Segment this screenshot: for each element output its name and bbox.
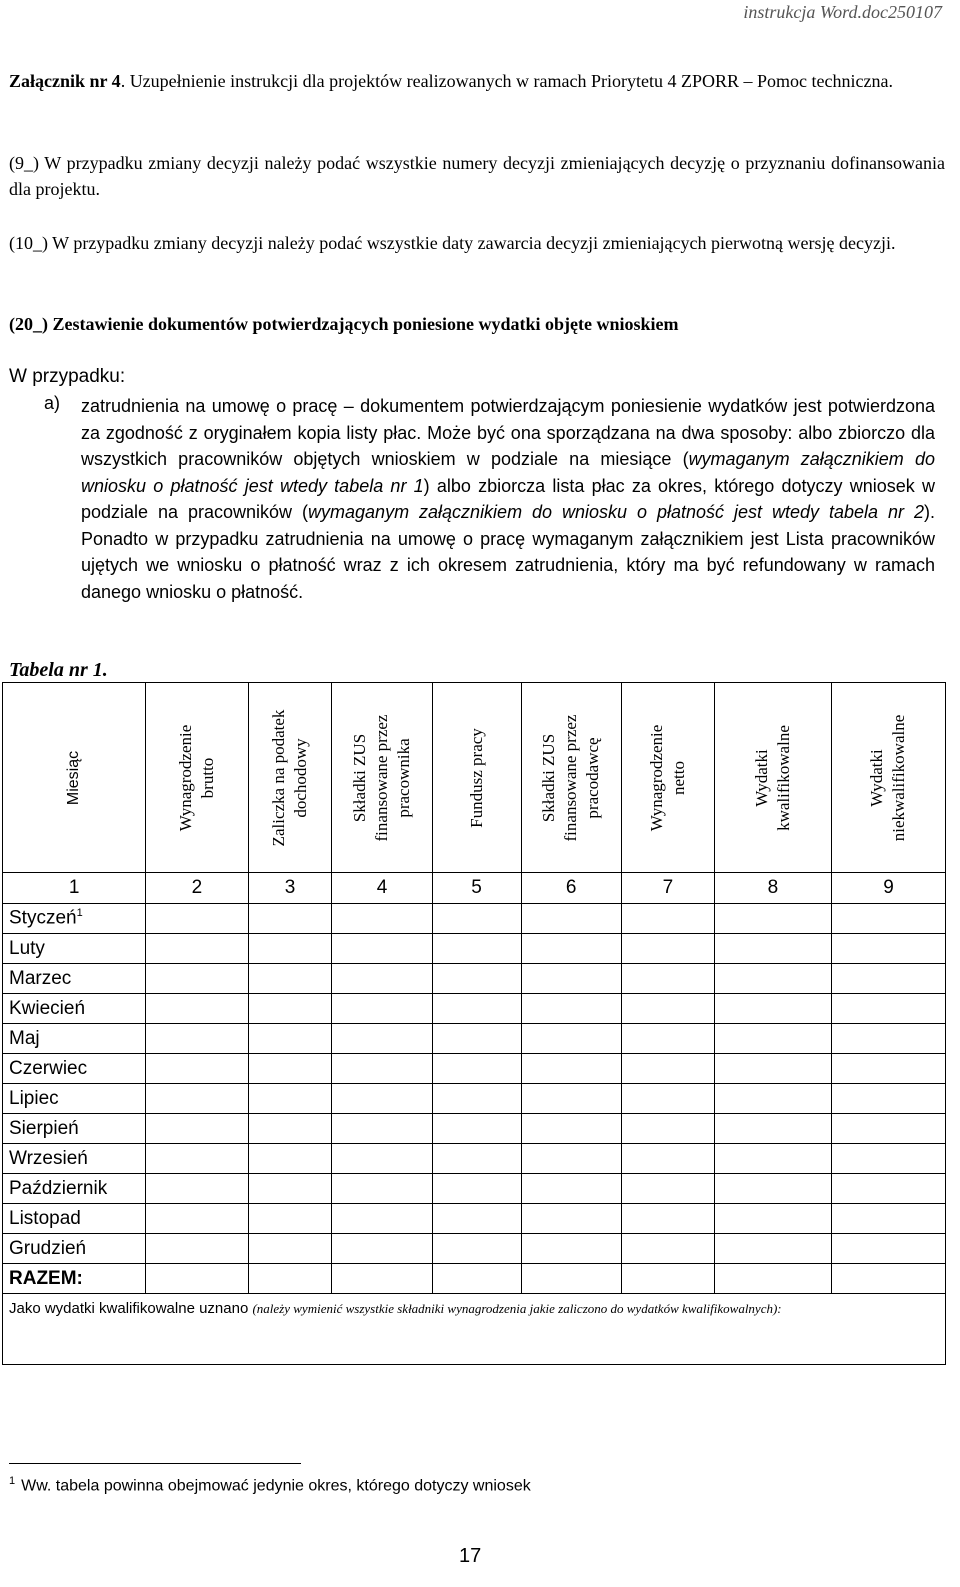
header-cell-ineligible [831, 683, 945, 873]
data-cell[interactable] [146, 1144, 248, 1174]
total-cell[interactable] [621, 1264, 714, 1294]
data-cell[interactable] [621, 1054, 714, 1084]
data-cell[interactable] [621, 1204, 714, 1234]
month-name: Listopad [3, 1204, 146, 1234]
data-cell[interactable] [248, 1084, 332, 1114]
data-cell[interactable] [714, 1084, 831, 1114]
total-cell[interactable] [332, 1264, 432, 1294]
data-cell[interactable] [332, 1054, 432, 1084]
total-cell[interactable] [521, 1264, 621, 1294]
data-cell[interactable] [831, 934, 945, 964]
data-cell[interactable] [332, 1114, 432, 1144]
table-row [3, 1084, 946, 1114]
header-label: pracownika [393, 737, 413, 818]
data-cell[interactable] [432, 1114, 521, 1144]
data-cell[interactable] [146, 1234, 248, 1264]
data-cell[interactable] [714, 1144, 831, 1174]
header-label: pracodawcę [583, 736, 603, 819]
list-italic-part-1: wymaganym załącznikiem do wniosku o płatność jest wtedy tabela nr 1 [81, 449, 935, 496]
data-cell[interactable] [248, 1114, 332, 1144]
total-cell[interactable] [714, 1264, 831, 1294]
data-cell[interactable] [621, 964, 714, 994]
data-cell[interactable] [332, 1174, 432, 1204]
header-cell-zus-employer [521, 683, 621, 873]
header-cell-net-pay [621, 683, 714, 873]
data-cell[interactable] [248, 1024, 332, 1054]
column-number: 5 [432, 873, 521, 904]
table-row [3, 1024, 946, 1054]
data-cell[interactable] [714, 1204, 831, 1234]
data-cell[interactable] [248, 904, 332, 934]
data-cell[interactable] [714, 1234, 831, 1264]
total-cell[interactable] [248, 1264, 332, 1294]
data-cell[interactable] [831, 1144, 945, 1174]
header-cell-gross-pay [146, 683, 248, 873]
data-cell[interactable] [432, 1084, 521, 1114]
header-cell-income-tax [248, 683, 332, 873]
data-cell[interactable] [146, 994, 248, 1024]
header-cell-zus-employee [332, 683, 432, 873]
column-number: 2 [146, 873, 248, 904]
table-row [3, 1204, 946, 1234]
header-label: brutto [197, 757, 217, 798]
table-row [3, 904, 946, 934]
list-text-part-3: ). Ponadto w przypadku zatrudnienia na umowę o pracę wymaganym załącznikiem jest Lista pracowników ujętych we wniosku o płatność wraz z ich okresem zatrudnienia, który ma być refundowany w ramach danego wniosku o płatność. [81, 502, 935, 602]
column-number: 4 [332, 873, 432, 904]
data-cell[interactable] [831, 904, 945, 934]
data-cell[interactable] [714, 904, 831, 934]
month-name: Luty [3, 934, 146, 964]
footnote-mark: 1 [9, 1475, 16, 1487]
table-row [3, 1144, 946, 1174]
footnote-separator [9, 1463, 301, 1464]
header-label: Wydatki [751, 748, 771, 807]
table-header-row [3, 683, 946, 873]
list-text-part-1: zatrudnienia na umowę o pracę – dokumentem potwierdzającym poniesienie wydatków jest potwierdzona za zgodność z oryginałem kopia listy płac. Może być ona sporządzana na dwa sposoby: albo zbiorczo dla wszystkich pracowników objętych wnioskiem w podziale na miesiące ( [81, 396, 935, 469]
data-cell[interactable] [332, 904, 432, 934]
data-cell[interactable] [831, 994, 945, 1024]
data-cell[interactable] [621, 904, 714, 934]
data-cell[interactable] [831, 1114, 945, 1144]
column-number: 3 [248, 873, 332, 904]
data-cell[interactable] [831, 1204, 945, 1234]
data-cell[interactable] [714, 1024, 831, 1054]
data-cell[interactable] [521, 1114, 621, 1144]
data-cell[interactable] [248, 1054, 332, 1084]
header-cell-month [3, 683, 146, 873]
header-label: netto [668, 760, 688, 795]
header-label: Wynagrodzenie [646, 724, 666, 831]
total-label: RAZEM: [3, 1264, 146, 1294]
column-number: 7 [621, 873, 714, 904]
total-row [3, 1264, 946, 1294]
footnote [9, 1475, 531, 1495]
data-cell[interactable] [521, 1174, 621, 1204]
attachment-title [9, 70, 945, 93]
data-cell[interactable] [831, 1024, 945, 1054]
data-cell[interactable] [146, 934, 248, 964]
footer-text: Jako wydatki kwalifikowalne uznano [9, 1300, 253, 1317]
data-cell[interactable] [621, 1084, 714, 1114]
header-label: Wynagrodzenie [175, 724, 195, 831]
eligible-components-cell[interactable] [3, 1294, 946, 1365]
table-row [3, 934, 946, 964]
data-cell[interactable] [432, 964, 521, 994]
data-cell[interactable] [146, 1204, 248, 1234]
total-cell[interactable] [146, 1264, 248, 1294]
data-cell[interactable] [248, 1204, 332, 1234]
month-name: Styczeń [9, 907, 77, 929]
data-cell[interactable] [831, 1174, 945, 1204]
data-cell[interactable] [831, 1054, 945, 1084]
data-cell[interactable] [831, 964, 945, 994]
table-footer-row [3, 1294, 946, 1365]
data-cell[interactable] [432, 1204, 521, 1234]
paragraph-20-heading: (20_) Zestawienie dokumentów potwierdzających poniesione wydatki objęte wnioskiem [9, 314, 679, 334]
data-cell[interactable] [146, 1024, 248, 1054]
header-label: finansowane przez [371, 714, 391, 841]
data-cell[interactable] [146, 1114, 248, 1144]
data-cell[interactable] [714, 964, 831, 994]
table-row [3, 1054, 946, 1084]
footnote-ref: 1 [76, 907, 83, 920]
data-cell[interactable] [248, 994, 332, 1024]
data-cell[interactable] [714, 1054, 831, 1084]
month-name: Czerwiec [3, 1054, 146, 1084]
data-cell[interactable] [248, 1144, 332, 1174]
data-cell[interactable] [248, 934, 332, 964]
table-label: Tabela nr 1. [9, 659, 108, 681]
data-cell[interactable] [621, 1114, 714, 1144]
data-cell[interactable] [831, 1234, 945, 1264]
data-cell[interactable] [146, 1054, 248, 1084]
data-cell[interactable] [146, 1084, 248, 1114]
data-cell[interactable] [831, 1084, 945, 1114]
data-cell[interactable] [332, 994, 432, 1024]
column-number: 9 [831, 873, 945, 904]
month-name: Wrzesień [3, 1144, 146, 1174]
header-label: Miesiąc [65, 750, 83, 805]
data-cell[interactable] [432, 994, 521, 1024]
data-cell[interactable] [146, 904, 248, 934]
total-cell[interactable] [831, 1264, 945, 1294]
data-cell[interactable] [432, 1054, 521, 1084]
data-cell[interactable] [248, 1174, 332, 1204]
data-cell[interactable] [521, 934, 621, 964]
data-cell[interactable] [621, 994, 714, 1024]
header-cell-eligible [714, 683, 831, 873]
payroll-table [2, 682, 946, 1365]
list-marker-a: a) [44, 393, 61, 413]
data-cell[interactable] [332, 964, 432, 994]
list-italic-part-2: wymaganym załącznikiem do wniosku o płatność jest wtedy tabela nr 2 [308, 502, 924, 522]
column-number: 8 [714, 873, 831, 904]
data-cell[interactable] [621, 934, 714, 964]
data-cell[interactable] [521, 994, 621, 1024]
list-text-part-2: ) albo zbiorcza lista płac za okres, którego dotyczy wniosek w podziale na pracowników ( [81, 475, 935, 522]
header-label: finansowane przez [561, 714, 581, 841]
data-cell[interactable] [714, 1174, 831, 1204]
data-cell[interactable] [248, 1234, 332, 1264]
data-cell[interactable] [521, 1144, 621, 1174]
data-cell[interactable] [521, 1234, 621, 1264]
table-row [3, 1174, 946, 1204]
table-row [3, 994, 946, 1024]
data-cell[interactable] [714, 1114, 831, 1144]
footnote-text: Ww. tabela powinna obejmować jedynie okres, którego dotyczy wniosek [21, 1477, 531, 1495]
data-cell[interactable] [521, 1054, 621, 1084]
header-label: dochodowy [290, 737, 310, 818]
month-name: Sierpień [3, 1114, 146, 1144]
column-number: 6 [521, 873, 621, 904]
data-cell[interactable] [521, 1084, 621, 1114]
table-row [3, 964, 946, 994]
data-cell[interactable] [332, 1204, 432, 1234]
table-row [3, 1114, 946, 1144]
w-przypadku-label: W przypadku: [9, 366, 126, 387]
column-number-row [3, 873, 946, 904]
header-label: niekwalifikowalne [889, 714, 909, 841]
column-number: 1 [3, 873, 146, 904]
page-number: 17 [459, 1545, 482, 1567]
data-cell[interactable] [248, 964, 332, 994]
data-cell[interactable] [621, 1234, 714, 1264]
data-cell[interactable] [714, 934, 831, 964]
data-cell[interactable] [432, 934, 521, 964]
header-label: kwalifikowalne [773, 724, 793, 831]
running-header: instrukcja Word.doc250107 [743, 2, 942, 22]
data-cell[interactable] [621, 1024, 714, 1054]
total-cell[interactable] [432, 1264, 521, 1294]
data-cell[interactable] [714, 994, 831, 1024]
month-name: Październik [3, 1174, 146, 1204]
month-name: Kwiecień [3, 994, 146, 1024]
attachment-number: Załącznik nr 4 [9, 71, 121, 91]
data-cell[interactable] [521, 1024, 621, 1054]
data-cell[interactable] [521, 964, 621, 994]
data-cell[interactable] [332, 1084, 432, 1114]
header-label: Składki ZUS [349, 733, 369, 822]
data-cell[interactable] [332, 1024, 432, 1054]
data-cell[interactable] [521, 904, 621, 934]
data-cell[interactable] [621, 1174, 714, 1204]
header-label: Składki ZUS [539, 733, 559, 822]
data-cell[interactable] [332, 1234, 432, 1264]
data-cell[interactable] [621, 1144, 714, 1174]
paragraph-10: (10_) W przypadku zmiany decyzji należy podać wszystkie daty zawarcia decyzji zmieniających pierwotną wersję decyzji. [9, 233, 896, 253]
month-name: Marzec [3, 964, 146, 994]
header-label: Wydatki [867, 748, 887, 807]
data-cell[interactable] [332, 1144, 432, 1174]
data-cell[interactable] [432, 1234, 521, 1264]
month-name: Maj [3, 1024, 146, 1054]
footer-note: (należy wymienić wszystkie składniki wynagrodzenia jakie zaliczono do wydatków kwalifikowalnych): [252, 1301, 782, 1316]
paragraph-9: (9_) W przypadku zmiany decyzji należy podać wszystkie numery decyzji zmieniających decyzję o przyznaniu dofinansowania dla projektu. [9, 153, 945, 199]
data-cell[interactable] [432, 904, 521, 934]
list-item-a-text [81, 393, 935, 605]
data-cell[interactable] [146, 1174, 248, 1204]
table-row [3, 1234, 946, 1264]
data-cell[interactable] [146, 964, 248, 994]
month-cell [3, 904, 146, 934]
data-cell[interactable] [521, 1204, 621, 1234]
data-cell[interactable] [432, 1024, 521, 1054]
data-cell[interactable] [432, 1144, 521, 1174]
header-label: Fundusz pracy [466, 727, 486, 828]
header-label: Zaliczka na podatek [268, 709, 288, 846]
month-name: Grudzień [3, 1234, 146, 1264]
attachment-title-rest: . Uzupełnienie instrukcji dla projektów realizowanych w ramach Priorytetu 4 ZPORR – Pomoc techniczna. [120, 71, 893, 91]
month-name: Lipiec [3, 1084, 146, 1114]
data-cell[interactable] [432, 1174, 521, 1204]
header-cell-labour-fund [432, 683, 521, 873]
data-cell[interactable] [332, 934, 432, 964]
